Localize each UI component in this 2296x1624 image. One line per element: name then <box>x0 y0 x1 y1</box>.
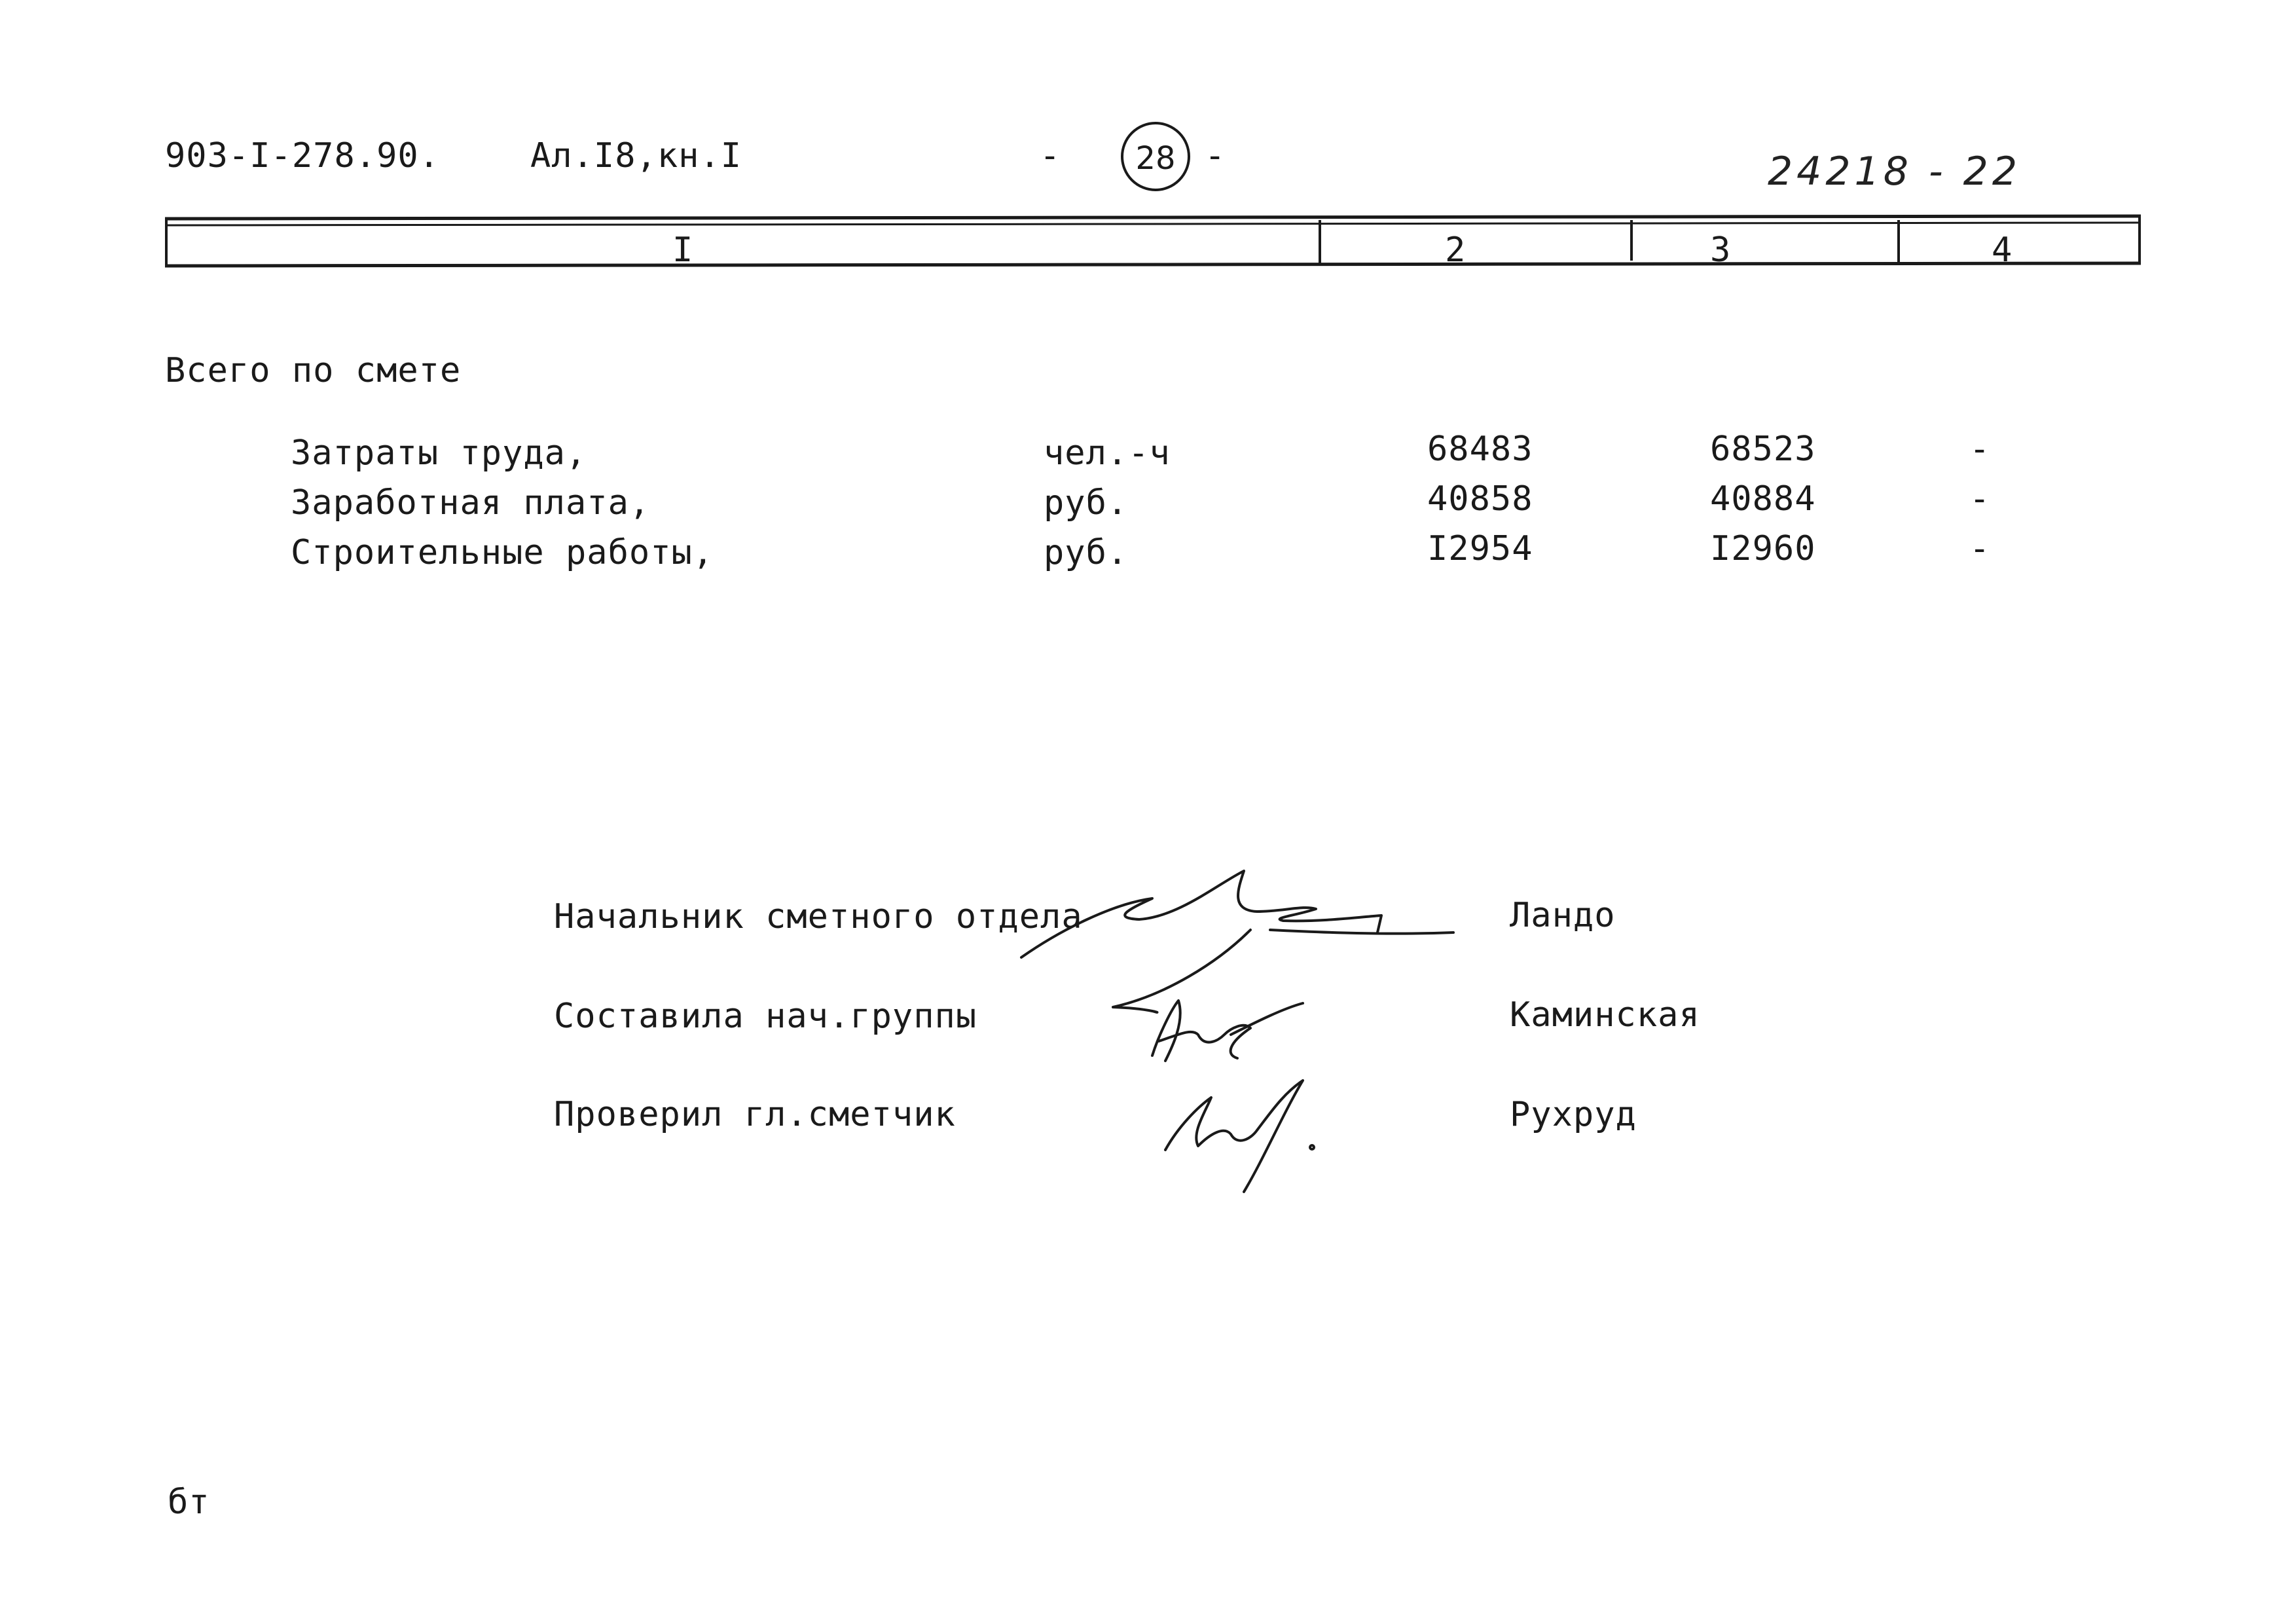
signature-role: Начальник сметного отдела <box>554 897 1083 936</box>
column-header-4: 4 <box>1992 231 2013 270</box>
row-col2: 68483 <box>1427 430 1533 469</box>
page-dash-left: - <box>1040 136 1061 175</box>
column-header-3: 3 <box>1710 231 1732 270</box>
row-col3: I2960 <box>1710 529 1816 568</box>
row-col2: I2954 <box>1427 529 1533 568</box>
signature-name: Ландо <box>1510 896 1616 935</box>
row-label: Затраты труда, <box>291 434 587 473</box>
signature-1-tail <box>1113 930 1250 1012</box>
signature-name: Каминская <box>1510 995 1700 1035</box>
signature-2-stroke <box>1152 1001 1303 1061</box>
row-unit: руб. <box>1044 483 1129 523</box>
row-label: Заработная плата, <box>291 483 651 523</box>
signature-3-stroke <box>1165 1080 1303 1192</box>
document-code: 903-I-278.90. <box>165 136 440 175</box>
signature-1-stroke <box>1021 871 1453 957</box>
row-unit: руб. <box>1044 533 1129 572</box>
summary-title: Всего по смете <box>165 351 462 390</box>
album-reference: Ал.I8,кн.I <box>530 136 742 175</box>
row-col2: 40858 <box>1427 479 1533 519</box>
handwritten-inventory-number: 24218 - 22 <box>1768 149 2022 194</box>
signature-name: Рухруд <box>1510 1095 1637 1134</box>
row-col4: - <box>1969 529 1991 568</box>
page-dash-right: - <box>1205 136 1226 175</box>
row-col3: 68523 <box>1710 430 1816 469</box>
signature-role: Составила нач.группы <box>554 997 977 1036</box>
row-col4: - <box>1969 479 1991 519</box>
column-header-1: I <box>672 231 694 270</box>
row-col4: - <box>1969 430 1991 469</box>
signature-3-dot <box>1310 1145 1314 1149</box>
signature-role: Проверил гл.сметчик <box>554 1095 956 1134</box>
row-label: Строительные работы, <box>291 533 714 572</box>
footer-mark: бт <box>168 1483 210 1522</box>
column-header-2: 2 <box>1445 231 1467 270</box>
row-col3: 40884 <box>1710 479 1816 519</box>
row-unit: чел.-ч <box>1044 434 1171 473</box>
page-number: 28 <box>1135 140 1176 177</box>
